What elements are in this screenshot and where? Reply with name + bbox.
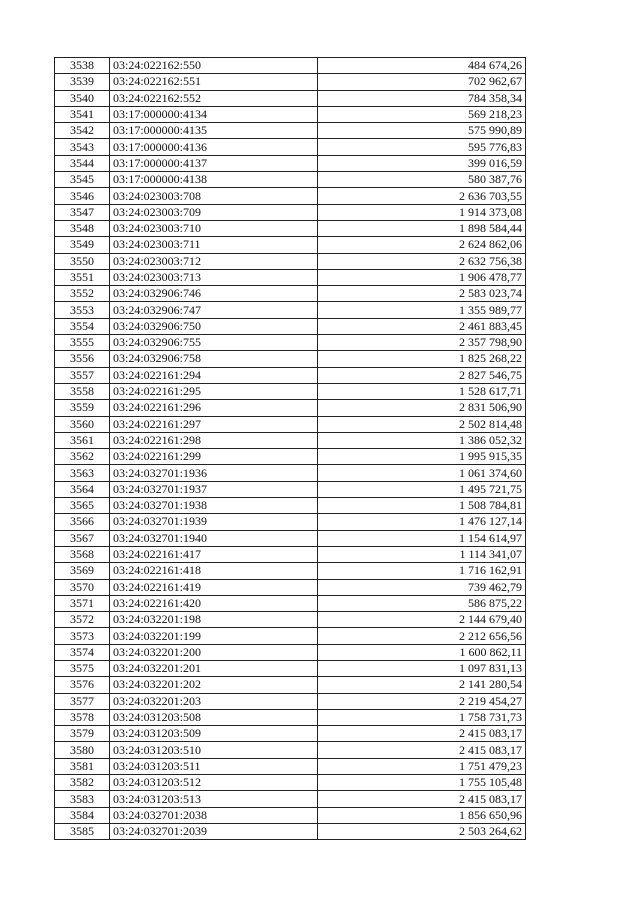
table-row (55, 514, 526, 530)
row-number-cell: 3551 (55, 269, 110, 285)
cadastral-number-cell: 03:24:022162:551 (110, 74, 318, 90)
table-row (55, 595, 526, 611)
value-cell: 1 154 614,97 (318, 530, 526, 546)
table-row (55, 253, 526, 269)
table-row (55, 758, 526, 774)
cadastral-number-cell: 03:24:032906:755 (110, 335, 318, 351)
value-cell: 2 141 280,54 (318, 677, 526, 693)
table-row (55, 823, 526, 839)
cadastral-number-cell: 03:17:000000:4138 (110, 172, 318, 188)
row-number-cell: 3582 (55, 775, 110, 791)
table-row (55, 123, 526, 139)
row-number-cell: 3571 (55, 595, 110, 611)
value-cell: 2 636 703,55 (318, 188, 526, 204)
cadastral-number-cell: 03:24:023003:713 (110, 269, 318, 285)
cadastral-number-cell: 03:24:023003:708 (110, 188, 318, 204)
value-cell: 1 856 650,96 (318, 807, 526, 823)
table-row (55, 139, 526, 155)
row-number-cell: 3570 (55, 579, 110, 595)
table-row (55, 383, 526, 399)
table-row (55, 286, 526, 302)
table-row (55, 546, 526, 562)
table-row (55, 693, 526, 709)
value-cell: 784 358,34 (318, 90, 526, 106)
cadastral-number-cell: 03:24:023003:711 (110, 237, 318, 253)
table-row (55, 612, 526, 628)
row-number-cell: 3559 (55, 400, 110, 416)
cadastral-number-cell: 03:24:032906:746 (110, 286, 318, 302)
value-cell: 2 632 756,38 (318, 253, 526, 269)
cadastral-number-cell: 03:24:022161:420 (110, 595, 318, 611)
table-row (55, 416, 526, 432)
table-row (55, 58, 526, 74)
table-row (55, 449, 526, 465)
cadastral-number-cell: 03:24:032906:758 (110, 351, 318, 367)
row-number-cell: 3543 (55, 139, 110, 155)
cadastral-number-cell: 03:17:000000:4137 (110, 155, 318, 171)
value-cell: 1 061 374,60 (318, 465, 526, 481)
row-number-cell: 3547 (55, 204, 110, 220)
cadastral-number-cell: 03:24:022161:299 (110, 449, 318, 465)
value-cell: 702 962,67 (318, 74, 526, 90)
row-number-cell: 3552 (55, 286, 110, 302)
cadastral-number-cell: 03:24:022161:295 (110, 383, 318, 399)
value-cell: 1 114 341,07 (318, 546, 526, 562)
table-body (55, 58, 526, 840)
row-number-cell: 3578 (55, 709, 110, 725)
row-number-cell: 3564 (55, 481, 110, 497)
table-row (55, 498, 526, 514)
cadastral-number-cell: 03:24:023003:709 (110, 204, 318, 220)
value-cell: 575 990,89 (318, 123, 526, 139)
row-number-cell: 3574 (55, 644, 110, 660)
row-number-cell: 3585 (55, 823, 110, 839)
row-number-cell: 3556 (55, 351, 110, 367)
value-cell: 2 357 798,90 (318, 335, 526, 351)
cadastral-number-cell: 03:24:023003:712 (110, 253, 318, 269)
cadastral-number-cell: 03:24:022161:417 (110, 546, 318, 562)
table-row (55, 807, 526, 823)
value-cell: 739 462,79 (318, 579, 526, 595)
value-cell: 2 415 083,17 (318, 742, 526, 758)
table-row (55, 628, 526, 644)
row-number-cell: 3548 (55, 220, 110, 236)
value-cell: 580 387,76 (318, 172, 526, 188)
row-number-cell: 3550 (55, 253, 110, 269)
cadastral-number-cell: 03:24:032701:1938 (110, 498, 318, 514)
cadastral-number-cell: 03:24:023003:710 (110, 220, 318, 236)
table-row (55, 351, 526, 367)
value-cell: 1 716 162,91 (318, 563, 526, 579)
value-cell: 2 831 506,90 (318, 400, 526, 416)
cadastral-number-cell: 03:24:022162:550 (110, 58, 318, 74)
table-row (55, 74, 526, 90)
cadastral-number-cell: 03:24:032201:199 (110, 628, 318, 644)
row-number-cell: 3561 (55, 432, 110, 448)
row-number-cell: 3545 (55, 172, 110, 188)
row-number-cell: 3555 (55, 335, 110, 351)
table-row (55, 204, 526, 220)
value-cell: 1 898 584,44 (318, 220, 526, 236)
cadastral-number-cell: 03:24:022161:298 (110, 432, 318, 448)
table-row (55, 237, 526, 253)
cadastral-number-cell: 03:24:031203:509 (110, 726, 318, 742)
table-row (55, 269, 526, 285)
table-row (55, 220, 526, 236)
value-cell: 1 751 479,23 (318, 758, 526, 774)
value-cell: 1 914 373,08 (318, 204, 526, 220)
row-number-cell: 3558 (55, 383, 110, 399)
value-cell: 1 825 268,22 (318, 351, 526, 367)
table-row (55, 90, 526, 106)
table-row (55, 775, 526, 791)
cadastral-number-cell: 03:17:000000:4135 (110, 123, 318, 139)
row-number-cell: 3562 (55, 449, 110, 465)
value-cell: 2 219 454,27 (318, 693, 526, 709)
row-number-cell: 3538 (55, 58, 110, 74)
value-cell: 569 218,23 (318, 106, 526, 122)
table-row (55, 530, 526, 546)
row-number-cell: 3568 (55, 546, 110, 562)
cadastral-number-cell: 03:24:032701:1940 (110, 530, 318, 546)
row-number-cell: 3554 (55, 318, 110, 334)
value-cell: 2 624 862,06 (318, 237, 526, 253)
row-number-cell: 3560 (55, 416, 110, 432)
row-number-cell: 3583 (55, 791, 110, 807)
row-number-cell: 3566 (55, 514, 110, 530)
row-number-cell: 3576 (55, 677, 110, 693)
value-cell: 586 875,22 (318, 595, 526, 611)
value-cell: 1 995 915,35 (318, 449, 526, 465)
value-cell: 1 495 721,75 (318, 481, 526, 497)
cadastral-number-cell: 03:17:000000:4136 (110, 139, 318, 155)
row-number-cell: 3572 (55, 612, 110, 628)
cadastral-number-cell: 03:24:032201:201 (110, 660, 318, 676)
table-row (55, 188, 526, 204)
row-number-cell: 3557 (55, 367, 110, 383)
cadastral-number-cell: 03:24:031203:510 (110, 742, 318, 758)
cadastral-number-cell: 03:24:022161:419 (110, 579, 318, 595)
cadastral-number-cell: 03:24:032201:198 (110, 612, 318, 628)
row-number-cell: 3573 (55, 628, 110, 644)
cadastral-number-cell: 03:24:032201:203 (110, 693, 318, 709)
data-table (54, 57, 526, 840)
value-cell: 2 461 883,45 (318, 318, 526, 334)
table-row (55, 400, 526, 416)
table-row (55, 172, 526, 188)
row-number-cell: 3580 (55, 742, 110, 758)
row-number-cell: 3569 (55, 563, 110, 579)
value-cell: 1 528 617,71 (318, 383, 526, 399)
cadastral-number-cell: 03:24:031203:512 (110, 775, 318, 791)
cadastral-number-cell: 03:24:032701:2038 (110, 807, 318, 823)
value-cell: 2 415 083,17 (318, 791, 526, 807)
cadastral-number-cell: 03:24:032701:2039 (110, 823, 318, 839)
cadastral-number-cell: 03:24:032906:750 (110, 318, 318, 334)
value-cell: 2 212 656,56 (318, 628, 526, 644)
row-number-cell: 3584 (55, 807, 110, 823)
table-row (55, 644, 526, 660)
row-number-cell: 3565 (55, 498, 110, 514)
row-number-cell: 3546 (55, 188, 110, 204)
table-row (55, 563, 526, 579)
cadastral-number-cell: 03:24:031203:508 (110, 709, 318, 725)
table-row (55, 367, 526, 383)
table-row (55, 302, 526, 318)
value-cell: 1 508 784,81 (318, 498, 526, 514)
cadastral-number-cell: 03:24:032201:202 (110, 677, 318, 693)
value-cell: 2 415 083,17 (318, 726, 526, 742)
cadastral-number-cell: 03:17:000000:4134 (110, 106, 318, 122)
cadastral-number-cell: 03:24:022161:418 (110, 563, 318, 579)
row-number-cell: 3575 (55, 660, 110, 676)
table-row (55, 709, 526, 725)
row-number-cell: 3541 (55, 106, 110, 122)
table-row (55, 335, 526, 351)
value-cell: 1 906 478,77 (318, 269, 526, 285)
value-cell: 1 755 105,48 (318, 775, 526, 791)
row-number-cell: 3563 (55, 465, 110, 481)
cadastral-number-cell: 03:24:032701:1937 (110, 481, 318, 497)
cadastral-number-cell: 03:24:022161:294 (110, 367, 318, 383)
value-cell: 1 758 731,73 (318, 709, 526, 725)
cadastral-number-cell: 03:24:022161:296 (110, 400, 318, 416)
value-cell: 595 776,83 (318, 139, 526, 155)
row-number-cell: 3553 (55, 302, 110, 318)
value-cell: 2 583 023,74 (318, 286, 526, 302)
row-number-cell: 3542 (55, 123, 110, 139)
value-cell: 484 674,26 (318, 58, 526, 74)
row-number-cell: 3579 (55, 726, 110, 742)
table-row (55, 432, 526, 448)
table-row (55, 106, 526, 122)
cadastral-number-cell: 03:24:022161:297 (110, 416, 318, 432)
value-cell: 1 600 862,11 (318, 644, 526, 660)
table-row (55, 791, 526, 807)
value-cell: 1 355 989,77 (318, 302, 526, 318)
table-row (55, 465, 526, 481)
row-number-cell: 3581 (55, 758, 110, 774)
value-cell: 2 502 814,48 (318, 416, 526, 432)
row-number-cell: 3539 (55, 74, 110, 90)
cadastral-number-cell: 03:24:032701:1936 (110, 465, 318, 481)
row-number-cell: 3577 (55, 693, 110, 709)
value-cell: 1 097 831,13 (318, 660, 526, 676)
cadastral-number-cell: 03:24:031203:511 (110, 758, 318, 774)
value-cell: 1 476 127,14 (318, 514, 526, 530)
row-number-cell: 3540 (55, 90, 110, 106)
value-cell: 2 144 679,40 (318, 612, 526, 628)
table-row (55, 579, 526, 595)
value-cell: 1 386 052,32 (318, 432, 526, 448)
value-cell: 2 827 546,75 (318, 367, 526, 383)
table-row (55, 742, 526, 758)
row-number-cell: 3549 (55, 237, 110, 253)
cadastral-number-cell: 03:24:032906:747 (110, 302, 318, 318)
table-row (55, 481, 526, 497)
table-row (55, 318, 526, 334)
table-row (55, 660, 526, 676)
cadastral-number-cell: 03:24:032701:1939 (110, 514, 318, 530)
row-number-cell: 3544 (55, 155, 110, 171)
row-number-cell: 3567 (55, 530, 110, 546)
cadastral-number-cell: 03:24:032201:200 (110, 644, 318, 660)
value-cell: 399 016,59 (318, 155, 526, 171)
table-row (55, 726, 526, 742)
table-row (55, 677, 526, 693)
cadastral-number-cell: 03:24:022162:552 (110, 90, 318, 106)
table-row (55, 155, 526, 171)
cadastral-number-cell: 03:24:031203:513 (110, 791, 318, 807)
value-cell: 2 503 264,62 (318, 823, 526, 839)
